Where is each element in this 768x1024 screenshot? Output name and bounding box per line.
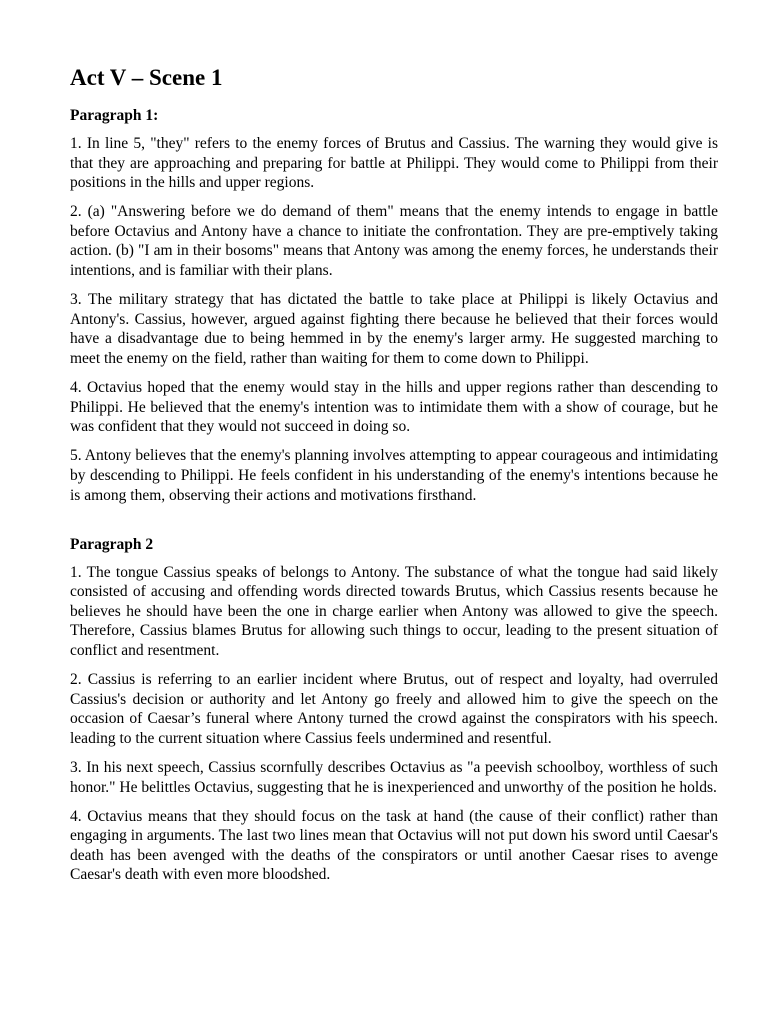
section-heading: Paragraph 1: — [70, 107, 159, 124]
answer-2-2: 2. Cassius is referring to an earlier incident where Brutus, out of respect and loyalty, had overruled Cassius's decision or authority and let Antony go freely and allowed him to give the speech on the occasion of Caesar’s funeral where Antony turned the crowd against the conspirators with his speech. leading to the current situation where Cassius feels undermined and resentful. — [70, 671, 718, 747]
section-paragraph-1 — [70, 106, 718, 505]
answer-1-3: 3. The military strategy that has dictated the battle to take place at Philippi is likely Octavius and Antony's. Cassius, however, argued against fighting there because he believed that their forces would have a disadvantage due to being hemmed in by the enemy's larger army. He suggested marching to meet the enemy on the field, rather than waiting for them to come down to Philippi. — [70, 291, 718, 367]
section-heading: Paragraph 2 — [70, 535, 154, 553]
document-page — [70, 60, 718, 895]
section-spacer — [70, 515, 718, 535]
answer-1-1: 1. In line 5, "they" refers to the enemy forces of Brutus and Cassius. The warning they would give is that they are approaching and preparing for battle at Philippi. They would come to Philippi from their positions in the hills and upper regions. — [70, 135, 718, 192]
section-paragraph-2 — [70, 535, 718, 885]
answer-2-3: 3. In his next speech, Cassius scornfully describes Octavius as "a peevish schoolboy, worthless of such honor." He belittles Octavius, suggesting that he is inexperienced and unworthy of the position he holds. — [70, 758, 718, 796]
answer-2-1: 1. The tongue Cassius speaks of belongs to Antony. The substance of what the tongue had said likely consisted of accusing and offending words directed towards Brutus, which Cassius resents because he believes he should have been the one in charge earlier when Antony was allowed to give the speech. Therefore, Cassius blames Brutus for allowing such things to occur, leading to the present situation of conflict and resentment. — [70, 563, 718, 659]
answer-2-4: 4. Octavius means that they should focus on the task at hand (the cause of their conflict) rather than engaging in arguments. The last two lines mean that Octavius will not put down his sword until Caesar's death has been avenged with the deaths of the conspirators or until another Caesar rises to avenge Caesar's death with even more bloodshed. — [70, 807, 718, 884]
answer-1-2: 2. (a) "Answering before we do demand of them" means that the enemy intends to engage in battle before Octavius and Antony have a chance to initiate the confrontation. They are pre-emptively taking action. (b) "I am in their bosoms" means that Antony was among the enemy forces, he understands their intentions, and is familiar with their plans. — [70, 203, 718, 280]
page-title: Act V – Scene 1 — [70, 65, 223, 90]
answer-1-5: 5. Antony believes that the enemy's planning involves attempting to appear courageous and intimidating by descending to Philippi. He feels confident in his understanding of the enemy's intentions because he is among them, observing their actions and motivations firsthand. — [70, 447, 718, 504]
answer-1-4: 4. Octavius hoped that the enemy would stay in the hills and upper regions rather than descending to Philippi. He believed that the enemy's intention was to intimidate them with a show of courage, but he was confident that they would not succeed in doing so. — [70, 379, 718, 436]
